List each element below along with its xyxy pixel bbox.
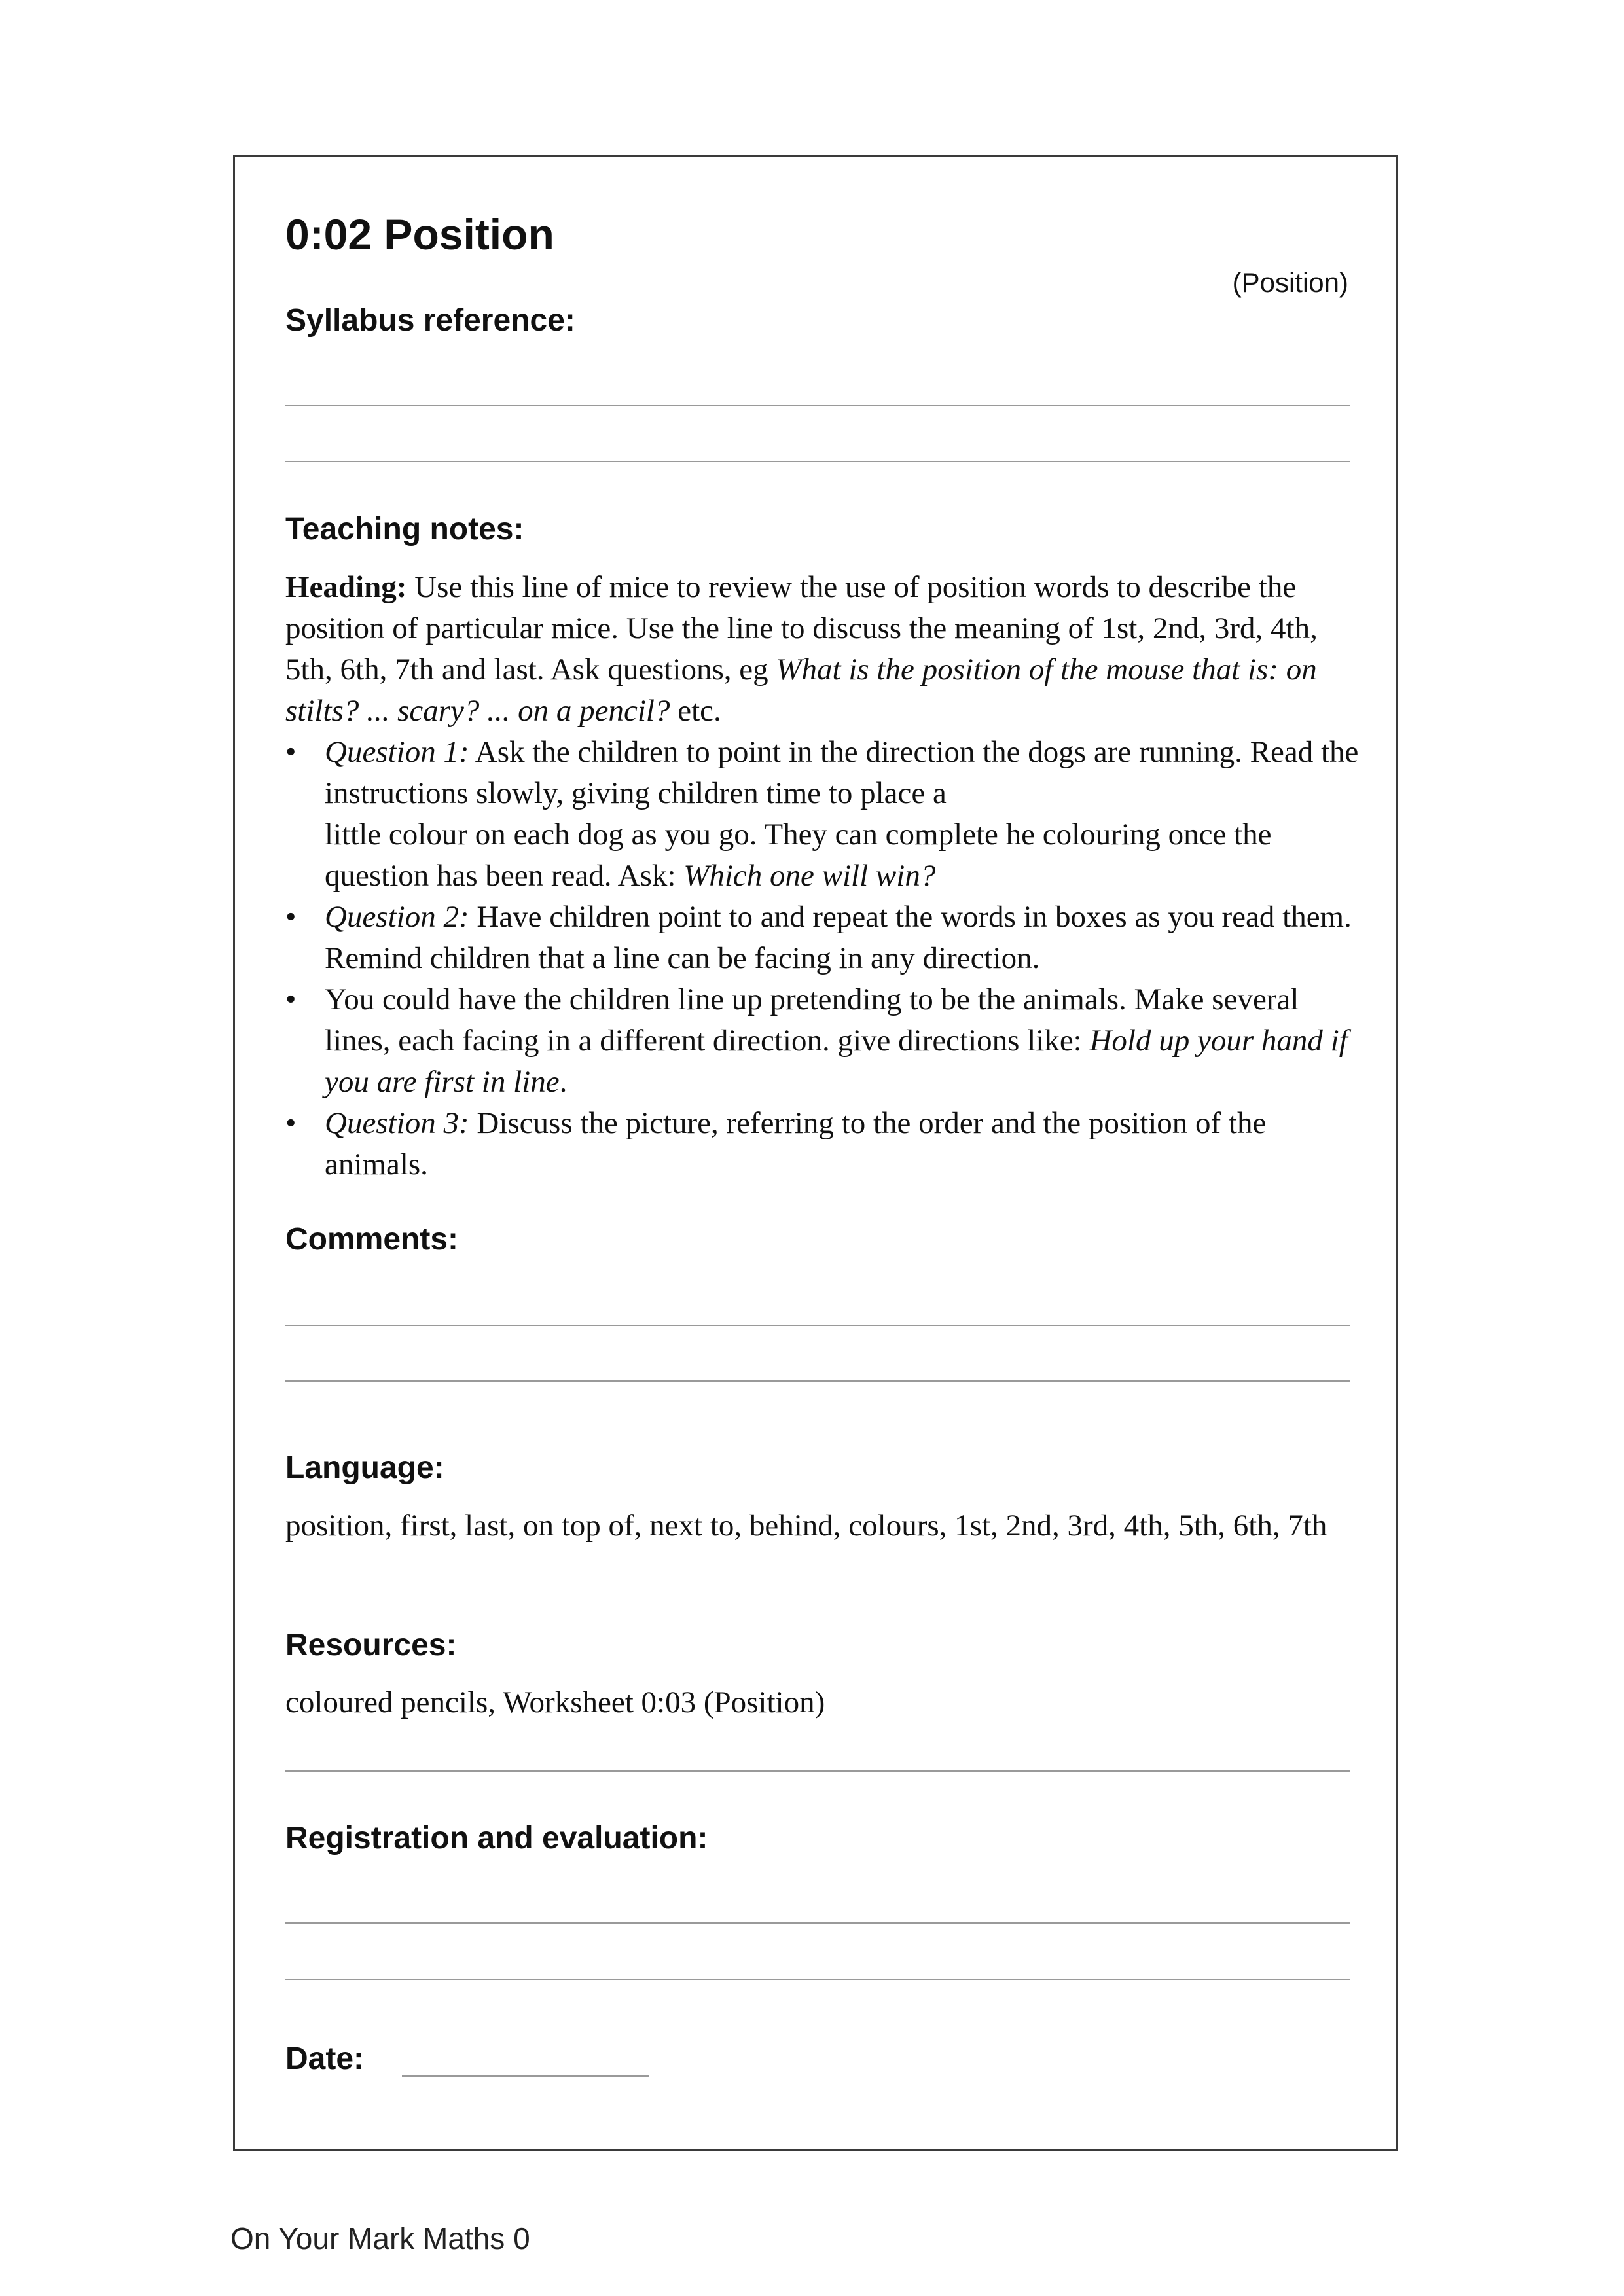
question-label: Question 2: <box>325 900 469 934</box>
question-label: Question 1: <box>325 735 469 769</box>
page-footer: On Your Mark Maths 0 <box>230 2221 530 2255</box>
syllabus-line-2 <box>285 461 1350 462</box>
syllabus-heading: Syllabus reference: <box>285 303 575 338</box>
registration-line-2 <box>285 1979 1350 1980</box>
bullet-icon: • <box>285 735 297 769</box>
teaching-notes-intro <box>285 567 1359 732</box>
intro-label: Heading: <box>285 570 407 604</box>
list-item <box>285 1103 1359 1185</box>
registration-heading: Registration and evaluation: <box>285 1821 708 1856</box>
list-item-text: Discuss the picture, referring to the order and the position of the animals. <box>325 1106 1267 1181</box>
intro-text-1: Use this line of mice to review the use of position words to describe the position of particular mice. Use the line to discuss the meaning of 1st, 2nd, 3rd, 4th, 5th, 6th, 7th and last. Ask questions, eg <box>285 570 1318 687</box>
date-field-line <box>402 2075 649 2077</box>
list-item-text: Have children point to and repeat the words in boxes as you read them. Remind children that a line can be facing in any direction. <box>325 900 1352 975</box>
list-item-text: You could have the children line up pretending to be the animals. Make several lines, each facing in a different direction. give directions like: <box>325 982 1299 1058</box>
list-item <box>285 897 1359 979</box>
list-item-italic: Which one will win? <box>683 859 936 893</box>
list-item <box>285 979 1359 1103</box>
list-item-text: Ask the children to point in the direction the dogs are running. Read the instructions slowly, giving children time to place a <box>325 735 1359 810</box>
list-item <box>285 732 1359 897</box>
bullet-icon: • <box>285 900 297 934</box>
resources-line <box>285 1770 1350 1772</box>
intro-text-2: etc. <box>670 694 721 728</box>
page-title: 0:02 Position <box>285 210 554 259</box>
comments-heading: Comments: <box>285 1222 459 1257</box>
language-heading: Language: <box>285 1450 444 1485</box>
comments-line-2 <box>285 1380 1350 1382</box>
language-text: position, first, last, on top of, next to, behind, colours, 1st, 2nd, 3rd, 4th, 5th, 6th, 7th <box>285 1509 1327 1543</box>
intro-questions: What is the position of the mouse that is: on stilts? ... scary? ... on a pencil? <box>285 653 1317 728</box>
bullet-icon: • <box>285 1106 297 1140</box>
list-item-italic: Hold up your hand if you are first in line <box>325 1024 1348 1099</box>
teaching-notes-list <box>285 732 1359 1185</box>
resources-text: coloured pencils, Worksheet 0:03 (Position) <box>285 1685 825 1719</box>
list-item-end: . <box>559 1065 568 1099</box>
teaching-notes-heading: Teaching notes: <box>285 512 524 547</box>
question-label: Question 3: <box>325 1106 469 1140</box>
date-label: Date: <box>285 2041 365 2076</box>
syllabus-line-1 <box>285 405 1350 406</box>
list-item-text: little colour on each dog as you go. They can complete he colouring once the question has been read. Ask: <box>325 817 1272 893</box>
comments-line-1 <box>285 1325 1350 1326</box>
registration-line-1 <box>285 1922 1350 1924</box>
resources-heading: Resources: <box>285 1628 457 1662</box>
bullet-icon: • <box>285 982 297 1016</box>
topic-tag: (Position) <box>1232 267 1348 298</box>
